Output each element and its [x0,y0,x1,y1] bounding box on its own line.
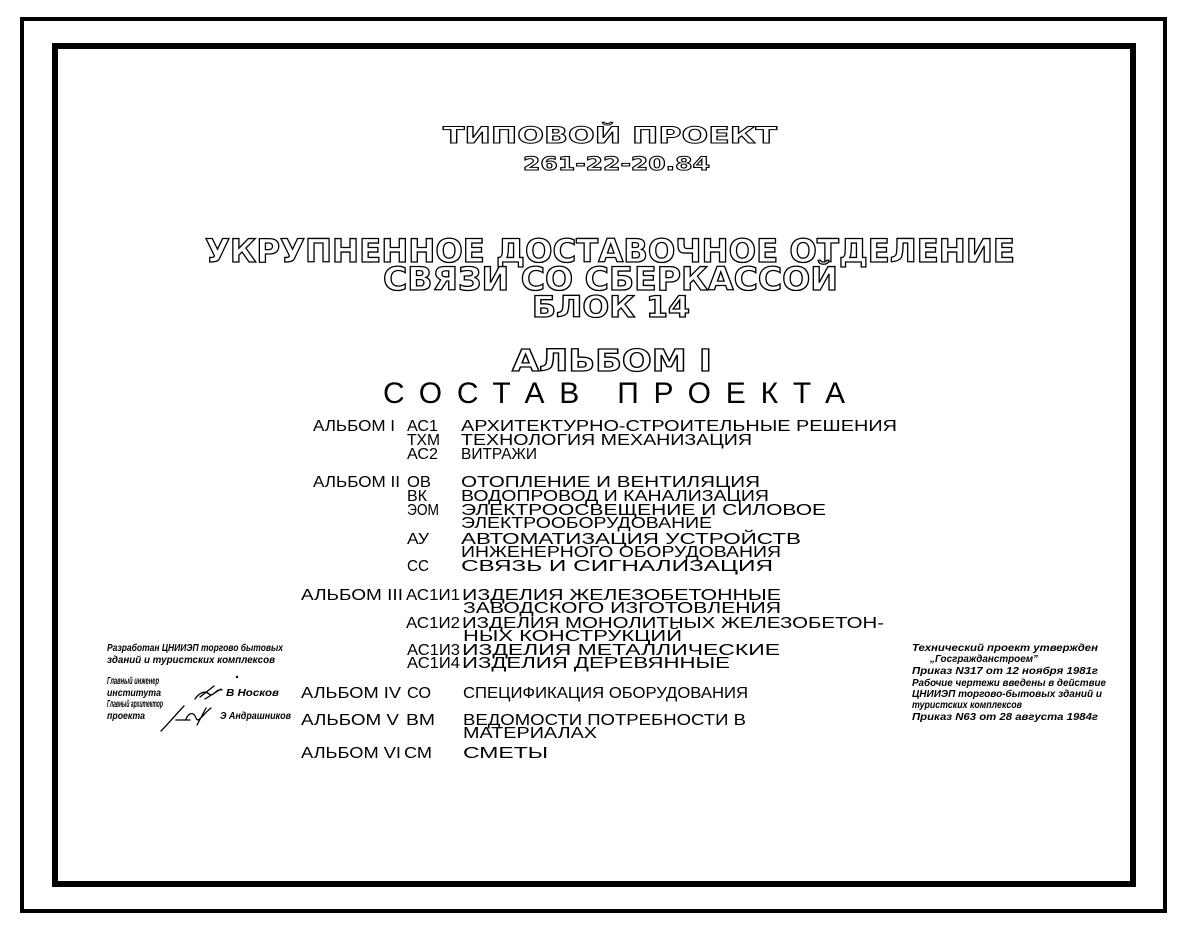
section-description: ВЕДОМОСТИ ПОТРЕБНОСТИ В [463,712,746,729]
album-5-entry [301,712,746,742]
album-label: АЛЬБОМ II [313,474,400,491]
section-description: ИЗДЕЛИЯ МЕТАЛЛИЧЕСКИЕ [462,642,780,659]
section-code: АС1 [407,418,439,435]
ink-dot [236,676,238,678]
section-code: АС1И3 [407,642,461,659]
album-3-entry [301,587,884,672]
section-description: АВТОМАТИЗАЦИЯ УСТРОЙСТВ [461,531,704,548]
album-heading: АЛЬБОМ I [512,344,712,379]
section-code: ТХМ [407,432,440,449]
album-label: АЛЬБОМ V [301,712,400,729]
project-type: ТИПОВОЙ ПРОЕКТ [443,124,677,149]
section-description: ОТОПЛЕНИЕ И ВЕНТИЛЯЦИЯ [461,474,760,491]
chief-architect-title: проекта [107,711,146,722]
album-4-entry [301,685,748,702]
approval-line: туристских комплексов [912,700,1022,711]
approval-line: „Госгражданстроем” [929,654,1038,665]
chief-architect-title: Главный архитектор [107,699,163,710]
section-code: ВК [407,488,428,505]
album-label: АЛЬБОМ IV [301,685,402,702]
section-description: ВОДОПРОВОД И КАНАЛИЗАЦИЯ [461,488,769,505]
section-description: ВИТРАЖИ [461,446,537,463]
title-line-3: БЛОК 14 [532,290,690,324]
approval-block [912,643,1110,723]
section-code: СМ [404,745,432,762]
section-code: АС2 [407,446,439,463]
section-code: АС1И2 [406,615,461,632]
contents-list [301,418,897,762]
approval-line: ЦНИИЭП торгово-бытовых зданий и [912,689,1102,700]
approval-line: Технический проект утвержден [912,643,1098,654]
section-description: СПЕЦИФИКАЦИЯ ОБОРУДОВАНИЯ [463,685,748,702]
album-label: АЛЬБОМ VI [301,745,401,762]
chief-architect-name: Э Андрашников [220,711,291,722]
approval-line: Приказ N317 от 12 ноября 1981г [912,666,1075,677]
section-description: СМЕТЫ [463,745,548,762]
album-6-entry [301,745,548,762]
section-code: ВМ [406,712,435,729]
approval-line: Рабочие чертежи введены в действие [912,678,1110,689]
title-line-1: УКРУПНЕННОЕ ДОСТАВОЧНОЕ ОТДЕЛЕНИЕ [205,232,1015,270]
album-1-entry [313,418,897,463]
title-line-2: СВЯЗИ СО СБЕРКАССОЙ [383,260,838,298]
section-code: АУ [407,531,430,548]
section-description: НЫХ КОНСТРУКЦИЙ [463,628,623,645]
section-description: ИЗДЕЛИЯ ЖЕЛЕЗОБЕТОННЫЕ [462,587,781,604]
section-code: СС [407,558,429,575]
developer-block [107,642,315,731]
album-label: АЛЬБОМ I [313,418,395,435]
album-2-entry [313,474,826,575]
chief-engineer-title: института [107,688,162,699]
section-code: АС1И4 [407,655,461,672]
section-code: ОВ [407,474,431,491]
section-description: ИЗДЕЛИЯ МОНОЛИТНЫХ ЖЕЛЕЗОБЕТОН- [462,615,884,632]
section-description: ЭЛЕКТРООБОРУДОВАНИЕ [461,515,712,532]
section-description: ИНЖЕНЕРНОГО ОБОРУДОВАНИЯ [461,544,781,561]
contents-heading: СОСТАВ ПРОЕКТА [383,377,845,410]
signature-chief-architect [161,706,211,731]
chief-engineer-title: Главный инженер [107,676,159,687]
section-description: СВЯЗЬ И СИГНАЛИЗАЦИЯ [461,558,773,575]
approval-line: Приказ N63 от 28 августа 1984г [912,712,1099,723]
section-code: АС1И1 [406,587,461,604]
signature-chief-engineer [195,686,222,699]
section-code: ЭОМ [407,502,439,519]
section-description: ЭЛЕКТРООСВЕЩЕНИЕ И СИЛОВОЕ [461,502,826,519]
album-label: АЛЬБОМ III [301,587,403,604]
section-description: ЗАВОДСКОГО ИЗГОТОВЛЕНИЯ [463,600,781,617]
section-description: АРХИТЕКТУРНО-СТРОИТЕЛЬНЫЕ РЕШЕНИЯ [461,418,897,435]
developer-org-line: зданий и туристских комплексов [107,655,275,666]
section-description: МАТЕРИАЛАХ [463,725,598,742]
chief-engineer-name: В Носков [226,688,279,699]
developer-org-line: Разработан ЦНИИЭП торгово бытовых [107,643,315,654]
section-code: СО [407,685,431,702]
project-number: 261-22-20.84 [523,153,710,175]
section-description: ИЗДЕЛИЯ ДЕРЕВЯННЫЕ [462,655,730,672]
section-description: ТЕХНОЛОГИЯ МЕХАНИЗАЦИЯ [461,432,752,449]
